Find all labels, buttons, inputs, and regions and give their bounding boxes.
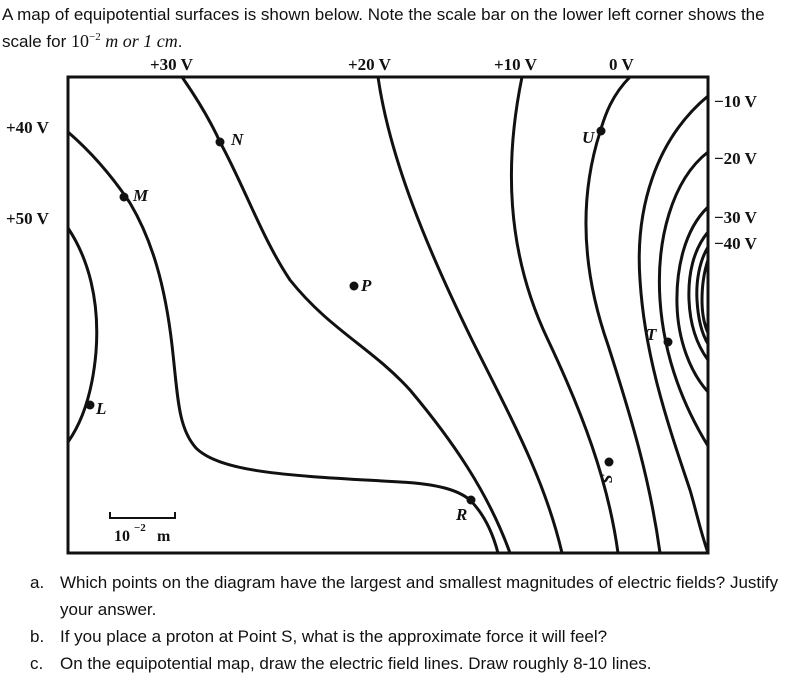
point-m-label: M <box>133 186 149 205</box>
scale-bar-exponent: −2 <box>134 522 146 534</box>
intro-math-unit: m or 1 cm <box>105 31 178 51</box>
point-t-label: T <box>646 325 657 344</box>
scale-bar-line <box>110 512 175 518</box>
question-a-text: Which points on the diagram have the largest and smallest magnitudes of electric fields? Justify your answer. <box>60 573 779 619</box>
point-n-label: N <box>231 130 244 149</box>
intro-math-base: 10 <box>70 31 89 51</box>
point-s-marker <box>605 458 614 467</box>
point-s-label: S <box>597 474 616 484</box>
label-plus50: +50 V <box>6 209 49 228</box>
equipotential-plus50 <box>68 228 97 442</box>
point-r-marker <box>467 496 476 505</box>
point-p-marker <box>350 282 359 291</box>
point-l-marker <box>86 401 95 410</box>
point-l-label: L <box>96 399 107 418</box>
intro-math-exponent: −2 <box>88 31 101 43</box>
question-c-marker: c. <box>30 654 44 673</box>
label-plus30: +30 V <box>150 55 193 74</box>
question-b <box>30 623 790 650</box>
label-minus20: −20 V <box>714 149 757 168</box>
label-plus20: +20 V <box>348 55 391 74</box>
scale-bar-base: 10 <box>114 528 130 545</box>
points <box>86 127 673 525</box>
label-plus10: +10 V <box>494 55 537 74</box>
intro-period: . <box>177 32 183 51</box>
label-minus10: −10 V <box>714 92 757 111</box>
intro-sentence: A map of equipotential surfaces is shown below. Note the scale bar on the lower left corner shows the scale for <box>2 5 765 51</box>
point-p-label: P <box>361 276 372 295</box>
voltage-labels <box>6 55 758 253</box>
label-plus40: +40 V <box>6 118 49 137</box>
question-b-text: If you place a proton at Point S, what is the approximate force it will feel? <box>60 627 608 646</box>
question-c-text: On the equipotential map, draw the electric field lines. Draw roughly 8-10 lines. <box>60 654 652 673</box>
question-a-marker: a. <box>30 573 45 592</box>
question-list <box>30 569 790 677</box>
scale-bar-unit: m <box>157 528 171 545</box>
point-n-marker <box>216 138 225 147</box>
equipotential-zero <box>586 77 660 553</box>
point-t-marker <box>664 338 673 347</box>
point-m-marker <box>120 193 129 202</box>
point-u-marker <box>597 127 606 136</box>
question-a <box>30 569 790 623</box>
scale-bar <box>110 512 175 545</box>
question-c <box>30 650 790 677</box>
label-zero: 0 V <box>609 55 634 74</box>
question-b-marker: b. <box>30 627 45 646</box>
label-minus30: −30 V <box>714 208 757 227</box>
label-minus40: −40 V <box>714 234 757 253</box>
point-r-label: R <box>456 505 468 524</box>
point-u-label: U <box>582 128 595 147</box>
